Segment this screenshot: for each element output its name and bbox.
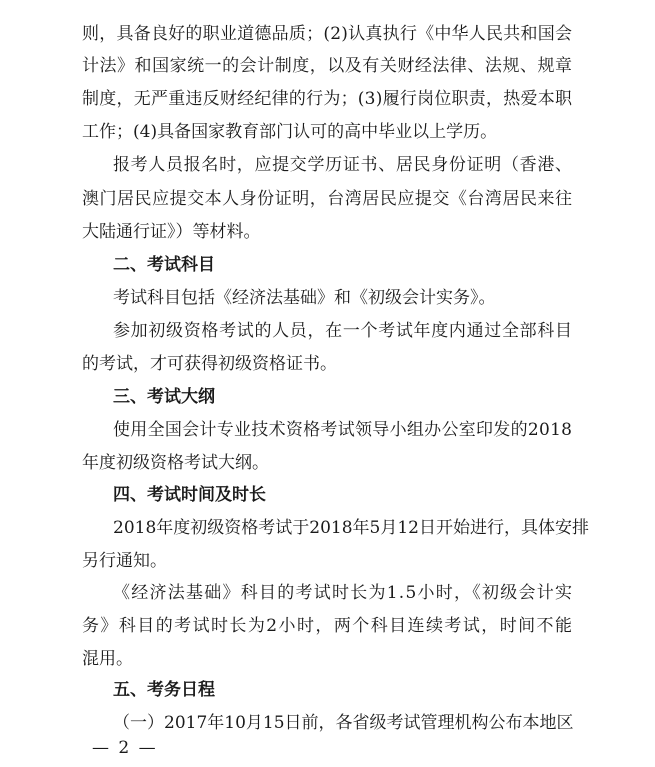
section-heading-text: 三、考试大纲 xyxy=(113,387,215,407)
text-line xyxy=(0,217,655,247)
text-line-content: 澳门居民应提交本人身份证明，台湾居民应提交《台湾居民来往 xyxy=(82,189,573,209)
section-heading xyxy=(0,480,655,510)
text-line xyxy=(0,184,655,214)
text-line xyxy=(0,578,655,608)
text-line-content: 大陆通行证》）等材料。 xyxy=(82,222,261,242)
text-line-content: （一）2017年10月15日前，各省级考试管理机构公布本地区 xyxy=(113,713,574,733)
text-line xyxy=(0,84,655,114)
section-heading-text: 四、考试时间及时长 xyxy=(113,485,266,505)
text-line-content: 年度初级资格考试大纲。 xyxy=(82,453,269,473)
text-line-content: 参加初级资格考试的人员，在一个考试年度内通过全部科目 xyxy=(113,321,573,341)
text-line xyxy=(0,150,655,180)
section-heading-text: 二、考试科目 xyxy=(113,255,215,275)
section-heading xyxy=(0,382,655,412)
text-line xyxy=(0,513,655,543)
text-line xyxy=(0,448,655,478)
text-line xyxy=(0,19,655,49)
text-line-content: 制度，无严重违反财经纪律的行为；(3)履行岗位职责，热爱本职 xyxy=(82,89,573,109)
section-heading-text: 五、考务日程 xyxy=(113,680,215,700)
text-line-content: 混用。 xyxy=(82,649,133,669)
section-heading xyxy=(0,675,655,705)
text-line xyxy=(0,611,655,641)
page-number: — 2 — xyxy=(92,738,158,758)
text-line-content: 另行通知。 xyxy=(82,551,167,571)
text-line-content: 工作；(4)具备国家教育部门认可的高中毕业以上学历。 xyxy=(82,122,498,142)
text-line xyxy=(0,283,655,313)
text-line xyxy=(0,51,655,81)
text-line xyxy=(0,349,655,379)
text-line-content: 2018年度初级资格考试于2018年5月12日开始进行，具体安排 xyxy=(113,518,589,538)
text-line xyxy=(0,644,655,674)
section-heading xyxy=(0,250,655,280)
text-line-content: 务》科目的考试时长为2小时，两个科目连续考试，时间不能 xyxy=(82,616,574,636)
text-line-content: 计法》和国家统一的会计制度，以及有关财经法律、法规、规章 xyxy=(82,56,573,76)
text-line xyxy=(0,316,655,346)
text-line-content: 则，具备良好的职业道德品质；(2)认真执行《中华人民共和国会 xyxy=(82,24,573,44)
text-line-content: 的考试，才可获得初级资格证书。 xyxy=(82,354,337,374)
text-line xyxy=(0,415,655,445)
text-line-content: 报考人员报名时，应提交学历证书、居民身份证明（香港、 xyxy=(113,155,573,175)
text-line xyxy=(0,546,655,576)
text-line-content: 使用全国会计专业技术资格考试领导小组办公室印发的2018 xyxy=(113,420,573,440)
text-line-content: 《经济法基础》科目的考试时长为1.5小时，《初级会计实 xyxy=(113,583,574,603)
text-line xyxy=(0,117,655,147)
text-line-content: 考试科目包括《经济法基础》和《初级会计实务》。 xyxy=(113,288,496,308)
